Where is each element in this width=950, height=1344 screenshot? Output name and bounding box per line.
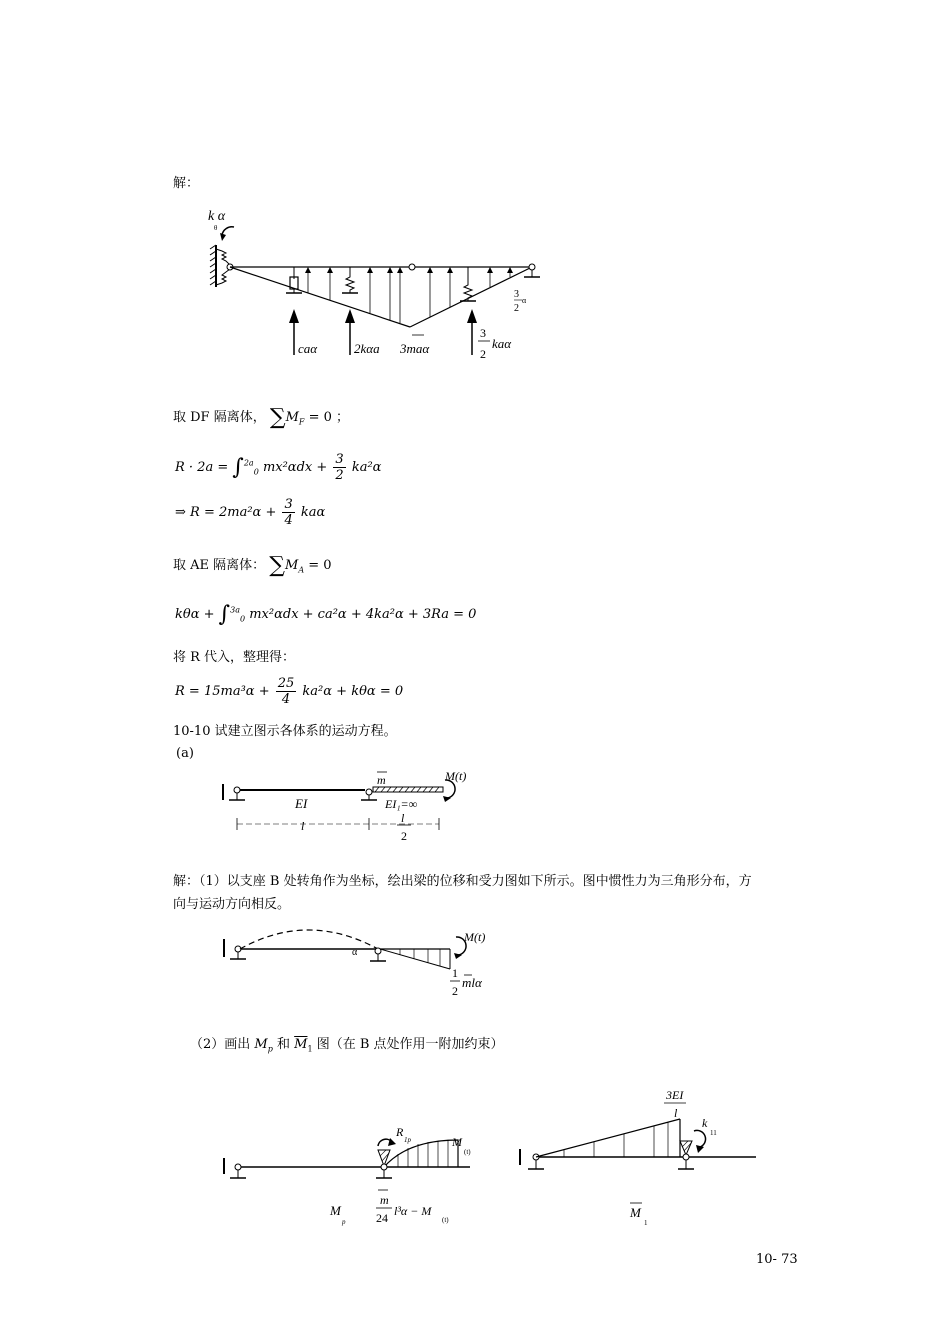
svg-text:m: m xyxy=(380,1193,389,1207)
eq-df-line: 取 DF 隔离体， $\sum M_F = 0$ ； xyxy=(173,405,350,430)
step-1-line-2: 向与运动方向相反。 xyxy=(173,897,291,912)
solution-label: 解： xyxy=(173,176,200,191)
svg-text:mlα: mlα xyxy=(462,975,482,990)
svg-text:3: 3 xyxy=(480,326,486,340)
svg-text:α: α xyxy=(352,947,358,958)
svg-text:M: M xyxy=(452,1135,462,1149)
svg-text:M(t): M(t) xyxy=(445,769,467,783)
fig1-force-3m: 3maα xyxy=(400,341,430,356)
equation-2: ⇒ R = 2ma²α + $\frac{3}{4}$ kaα xyxy=(175,497,326,528)
eq-ae-line: 取 AE 隔离体： $\sum M_A = 0$ xyxy=(173,553,332,578)
svg-text:θ: θ xyxy=(214,224,218,232)
figure-3-displacement xyxy=(218,925,498,1005)
svg-text:(t): (t) xyxy=(464,1148,471,1156)
svg-text:EI₁=∞: EI₁=∞ xyxy=(385,797,418,811)
equation-3: kθα + ∫$^{3a}_0$ mx²αdx + ca²α + 4ka²α + 3Ra = 0 xyxy=(175,602,477,627)
svg-text:(t): (t) xyxy=(442,1216,449,1224)
svg-text:2: 2 xyxy=(452,984,458,998)
step-1-line-1: 解：（1）以支座 B 处转角作为坐标，绘出梁的位移和受力图如下所示。图中惯性力为三角形分布，方 xyxy=(173,874,752,889)
svg-text:l: l xyxy=(401,811,405,825)
problem-title: 10-10 试建立图示各体系的运动方程。 xyxy=(173,724,397,739)
fig1-force-frac-tail: kaα xyxy=(492,336,512,351)
figure-2-beam xyxy=(215,768,485,848)
svg-text:11: 11 xyxy=(710,1129,717,1137)
page-number: 10- 73 xyxy=(756,1252,798,1267)
figure-5-m1-diagram xyxy=(514,1085,764,1235)
svg-text:k: k xyxy=(702,1116,708,1130)
svg-text:3EI: 3EI xyxy=(666,1088,684,1102)
svg-text:l³α − M: l³α − M xyxy=(394,1204,432,1218)
svg-text:p: p xyxy=(342,1218,346,1226)
svg-text:α: α xyxy=(522,296,527,305)
svg-text:M: M xyxy=(330,1203,341,1218)
svg-text:m: m xyxy=(377,773,386,787)
svg-text:24: 24 xyxy=(376,1211,388,1225)
svg-text:M: M xyxy=(630,1205,641,1220)
svg-text:R: R xyxy=(396,1125,404,1139)
equation-1: R · 2a = ∫$^{2a}_0$ mx²αdx + $\frac{3}{2}$ ka²α xyxy=(175,452,382,483)
svg-text:1: 1 xyxy=(644,1219,648,1227)
fig1-force-c: caα xyxy=(298,341,318,356)
equation-4: R = 15ma³α + $\frac{25}{4}$ ka²α + kθα = 0 xyxy=(175,676,404,707)
fig1-force-2k: 2kαa xyxy=(354,341,380,356)
figure-1-beam-diagram xyxy=(200,205,540,365)
step-2-line: （2）画出 $M_p$ 和 $\overline{M}_1$ 图（在 B 点处作用一附加约束） xyxy=(190,1037,504,1054)
svg-text:1: 1 xyxy=(452,966,458,980)
figure-4-mp-diagram xyxy=(218,1120,488,1240)
svg-text:3: 3 xyxy=(514,289,519,300)
svg-text:2: 2 xyxy=(401,829,407,843)
svg-text:M(t): M(t) xyxy=(464,930,486,944)
svg-text:l: l xyxy=(301,819,305,833)
part-a-label: (a) xyxy=(176,746,194,761)
svg-text:1p: 1p xyxy=(404,1136,411,1144)
svg-text:2: 2 xyxy=(514,303,519,314)
svg-text:l: l xyxy=(674,1106,678,1120)
fig1-top-label: k α xyxy=(208,209,226,224)
substitute-label: 将 R 代入，整理得： xyxy=(173,650,296,665)
svg-text:2: 2 xyxy=(480,347,486,361)
svg-text:EI: EI xyxy=(295,796,308,811)
